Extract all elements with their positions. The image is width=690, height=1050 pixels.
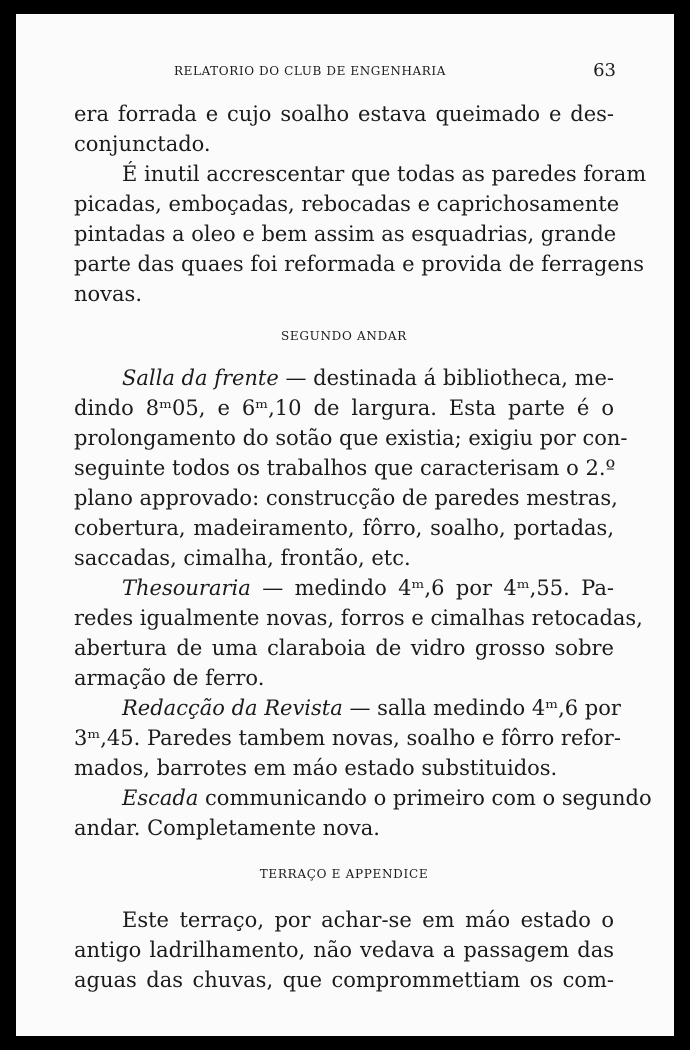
text-line: abertura de uma claraboia de vidro grosso sobre bbox=[74, 636, 614, 660]
line-rest: communicando o primeiro com o segundo bbox=[205, 786, 652, 810]
italic-lead: Redacção da Revista bbox=[122, 696, 343, 720]
italic-lead: Thesouraria bbox=[122, 576, 251, 600]
text-line: seguinte todos os trabalhos que caracterisam o 2.º bbox=[74, 456, 616, 480]
page-number: 63 bbox=[593, 60, 616, 81]
text-line: aguas das chuvas, que comprommettiam os com- bbox=[74, 968, 614, 992]
text-line: Este terraço, por achar-se em máo estado o bbox=[122, 908, 614, 932]
text-line: novas. bbox=[74, 282, 143, 306]
line-rest: — destinada á bibliotheca, me- bbox=[285, 366, 614, 390]
text-line bbox=[74, 693, 621, 723]
line-rest: — salla medindo 4ᵐ,6 por bbox=[349, 696, 621, 720]
text-line: 3ᵐ,45. Paredes tambem novas, soalho e fôrro refor- bbox=[74, 726, 621, 750]
text-line: redes igualmente novas, forros e cimalhas retocadas, bbox=[74, 606, 643, 630]
text-line: armação de ferro. bbox=[74, 666, 265, 690]
section-heading: TERRAÇO E APPENDICE bbox=[259, 867, 429, 881]
text-line: era forrada e cujo soalho estava queimado e des- bbox=[74, 102, 614, 126]
text-line: prolongamento do sotão que existia; exigiu por con- bbox=[74, 426, 628, 450]
line-rest: — medindo 4ᵐ,6 por 4ᵐ,55. Pa- bbox=[262, 576, 614, 600]
italic-lead: Escada bbox=[122, 786, 199, 810]
page-header bbox=[74, 60, 616, 84]
page-body bbox=[74, 99, 652, 995]
text-line: plano approvado: construcção de paredes mestras, bbox=[74, 486, 618, 510]
text-line: conjunctado. bbox=[74, 132, 211, 156]
text-line: andar. Completamente nova. bbox=[74, 816, 380, 840]
italic-lead: Salla da frente bbox=[122, 366, 279, 390]
text-line: cobertura, madeiramento, fôrro, soalho, portadas, bbox=[74, 516, 614, 540]
text-line bbox=[74, 573, 614, 603]
text-line: saccadas, cimalha, frontão, etc. bbox=[74, 546, 411, 570]
text-line: É inutil accrescentar que todas as paredes foram bbox=[122, 162, 647, 186]
book-page bbox=[16, 14, 674, 1036]
section-heading: SEGUNDO ANDAR bbox=[280, 329, 408, 343]
text-line: parte das quaes foi reformada e provida de ferragens bbox=[74, 252, 645, 276]
text-line: mados, barrotes em máo estado substituidos. bbox=[74, 756, 558, 780]
text-line: picadas, emboçadas, rebocadas e caprichosamente bbox=[74, 192, 620, 216]
text-line: pintadas a oleo e bem assim as esquadrias, grande bbox=[74, 222, 617, 246]
text-line: antigo ladrilhamento, não vedava a passagem das bbox=[74, 938, 614, 962]
text-line bbox=[74, 363, 614, 393]
text-line: dindo 8ᵐ05, e 6ᵐ,10 de largura. Esta parte é o bbox=[74, 396, 614, 420]
running-title: RELATORIO DO CLUB DE ENGENHARIA bbox=[174, 64, 447, 78]
text-line bbox=[74, 783, 652, 813]
